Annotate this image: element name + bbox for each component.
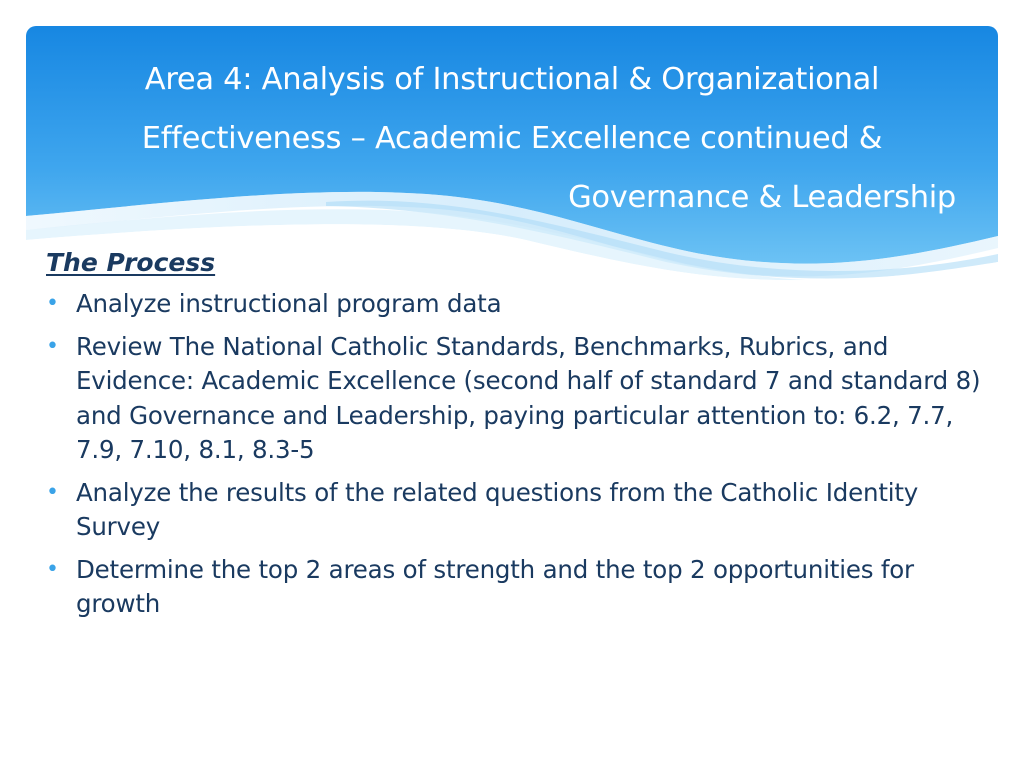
title-line-1: Area 4: Analysis of Instructional & Organizational [144,62,880,97]
list-item [46,330,986,468]
bullet-icon: • [46,291,59,316]
title-line-3: Governance & Leadership [568,180,956,215]
list-item [46,476,986,545]
list-item [46,287,986,322]
bullet-text: Determine the top 2 areas of strength and the top 2 opportunities for growth [76,554,914,618]
slide-body [46,245,986,630]
title-line-2: Effectiveness – Academic Excellence continued & [141,121,883,156]
process-subheading: The Process [46,248,216,277]
process-bullet-list [46,287,986,622]
bullet-icon: • [46,479,59,505]
slide-title [36,50,988,227]
list-item [46,553,986,622]
bullet-icon: • [46,556,59,582]
bullet-text: Analyze the results of the related questions from the Catholic Identity Survey [76,477,919,541]
bullet-text: Review The National Catholic Standards, Benchmarks, Rubrics, and Evidence: Academic Excellence (second half of standard 7 and standard 8) and Governance and Leadership, paying particular attention to: 6.2, 7.7, 7.9, 7.10, 8.1, 8.3-5 [76,331,981,464]
bullet-icon: • [46,333,59,359]
bullet-text: Analyze instructional program data [76,289,502,318]
